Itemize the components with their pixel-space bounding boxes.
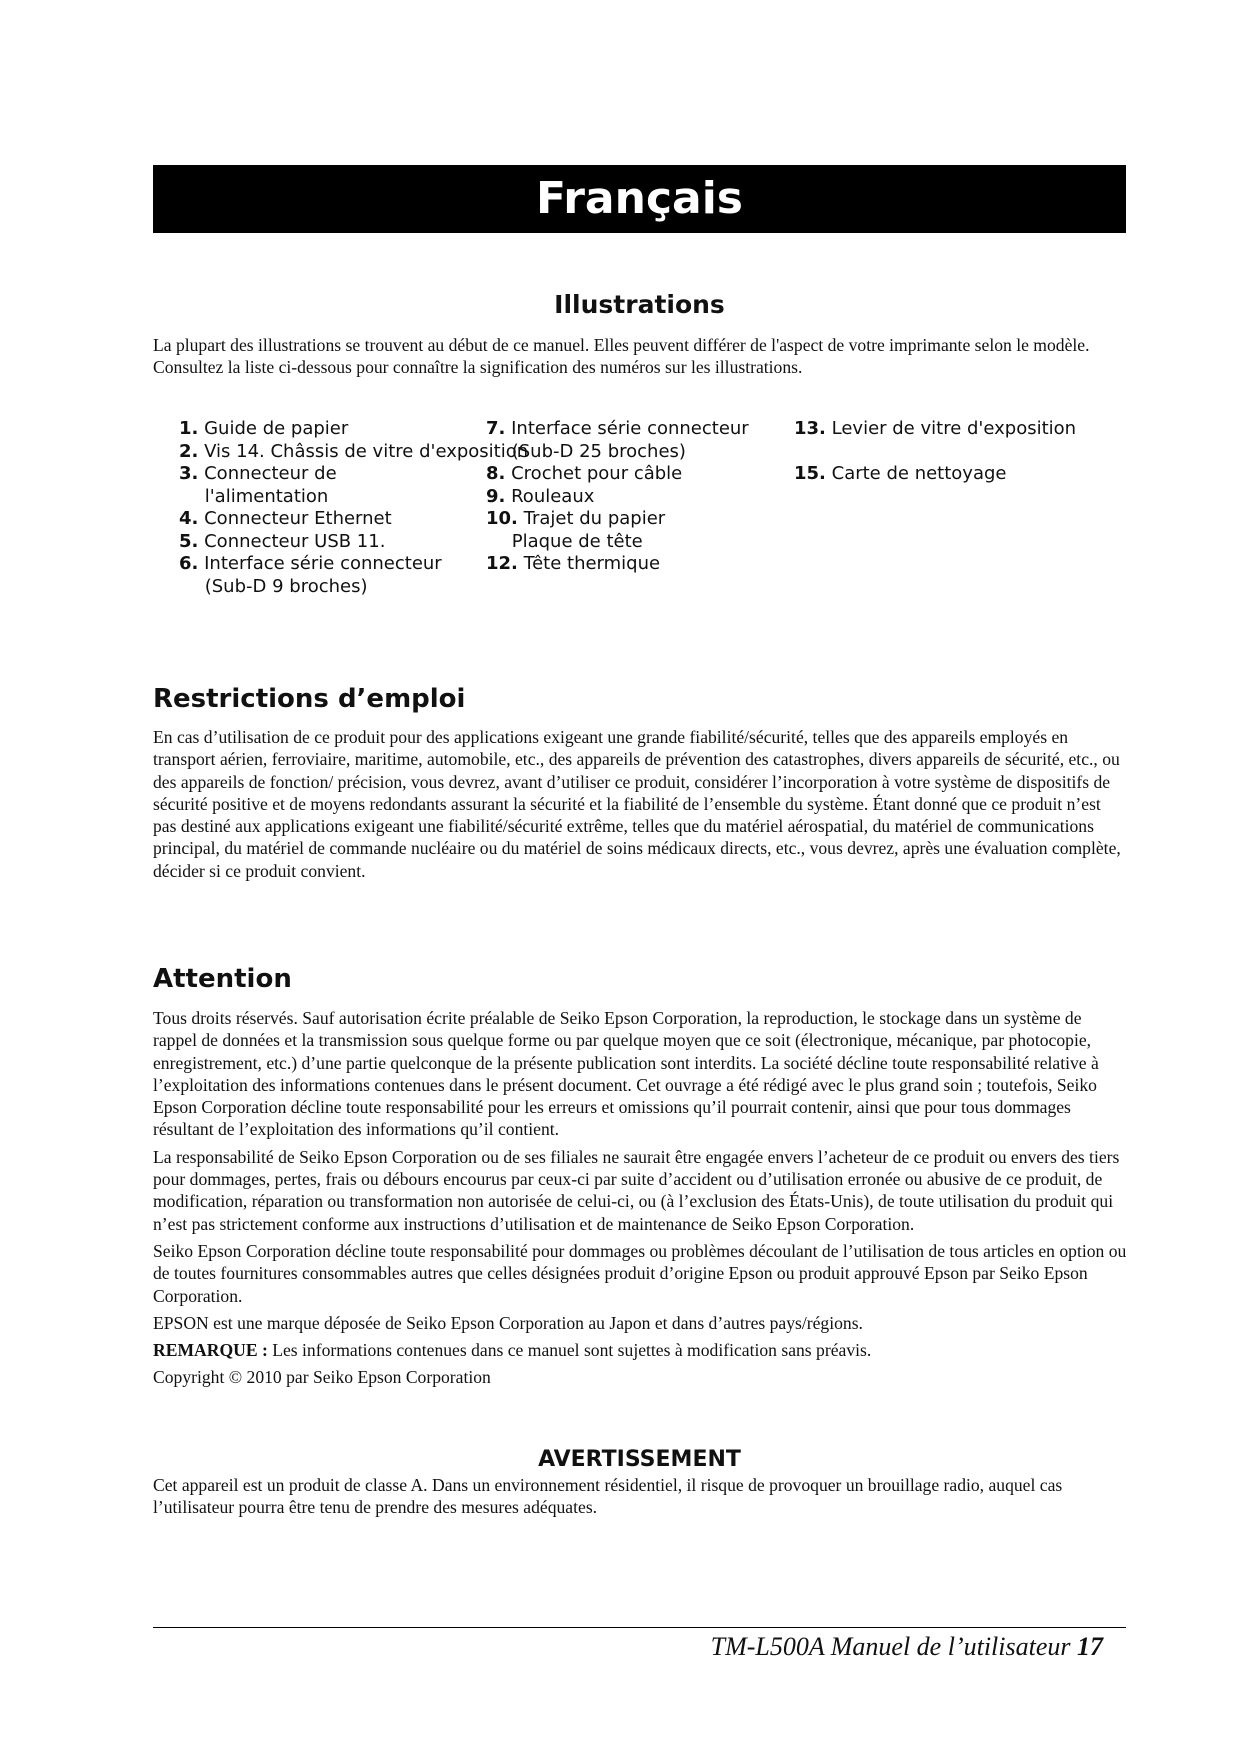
language-title-bar [153, 165, 1126, 233]
legend-item-number: 8. [486, 463, 506, 484]
legend-item [179, 486, 528, 509]
legend-item-label: Tête thermique [523, 553, 661, 574]
legend-item-label: (Sub-D 25 broches) [511, 440, 686, 462]
remark-text: Les informations contenues dans ce manuel sont sujettes à modification sans préavis. [267, 1340, 872, 1361]
footer-title: TM-L500A Manuel de l’utilisateur [710, 1632, 1071, 1661]
legend-item [486, 486, 749, 509]
attention-paragraph: La responsabilité de Seiko Epson Corporation ou de ses filiales ne saurait être engagée envers l’acheteur de ce produit ou envers des tiers pour dommages, pertes, frais ou débours encourus par ceux-ci par suite d’accident ou d’utilisation erronée ou abusive de ce produit, de modification, réparation ou transformation non autorisée de celui-ci, ou (à l’exclusion des États-Unis), de toute utilisation du produit qui n’est pas strictement conforme aux instructions d’utilisation et de maintenance de Seiko Epson Corporation. [153, 1146, 1120, 1234]
legend-item-label: Interface série connecteur [511, 418, 749, 439]
attention-paragraph: Seiko Epson Corporation décline toute responsabilité pour dommages ou problèmes découlant de l’utilisation de tous articles en option ou de toutes fournitures consommables autres que celles désignées produit d’origine Epson ou produit approuvé Epson par Seiko Epson Corporation. [153, 1240, 1127, 1306]
legend-item-label: Trajet du papier [523, 508, 666, 529]
legend-item-number: 7. [486, 418, 506, 439]
footer [711, 1632, 1103, 1662]
footer-rule [153, 1627, 1126, 1628]
legend-item [486, 531, 749, 554]
restrictions-text: En cas d’utilisation de ce produit pour des applications exigeant une grande fiabilité/sécurité, telles que des appareils employés en transport aérien, ferroviaire, maritime, automobile, etc., des appareils de prévention des catastrophes, divers appareils de sécurité, etc., ou des appareils de fonction/ précision, vous devrez, avant d’utiliser ce produit, considérer l’incorporation à votre système de dispositifs de sécurité positive et de moyens redondants assurant la sécurité et la fiabilité de l’ensemble du système. Étant donné que ce produit n’est pas destiné aux applications exigeant une fiabilité/sécurité extrême, telles que du matériel aérospatial, du matériel de communications principal, du matériel de commande nucléaire ou du matériel de soins médicaux directs, etc., vous devrez, après une évaluation complète, décider si ce produit convient. [153, 727, 1121, 881]
legend-column-3 [794, 418, 1076, 486]
attention-paragraph: EPSON est une marque déposée de Seiko Epson Corporation au Japon et dans d’autres pays/régions. [153, 1312, 863, 1333]
attention-heading: Attention [153, 964, 292, 994]
legend-item-label: Vis 14. Châssis de vitre d'exposition [204, 440, 529, 462]
remark-label: REMARQUE : [153, 1340, 268, 1361]
legend-item-number: 4. [179, 508, 199, 529]
legend-item [486, 463, 749, 486]
legend-item-label: Rouleaux [511, 485, 595, 507]
legend-item [179, 441, 528, 464]
remark [153, 1339, 1128, 1361]
legend-item-label: l'alimentation [204, 485, 329, 507]
legend-column-1 [179, 418, 528, 598]
illustrations-intro: La plupart des illustrations se trouvent au début de ce manuel. Elles peuvent différer de l'aspect de votre imprimante selon le modèle. Consultez la liste ci-dessous pour connaître la signification des numéros sur les illustrations. [153, 335, 1090, 378]
attention-paragraph: Tous droits réservés. Sauf autorisation écrite préalable de Seiko Epson Corporation, la reproduction, le stockage dans un système de rappel de données et la transmission sous quelque forme ou par quelque moyen que ce soit (électronique, mécanique, par photocopie, enregistrement, etc.) d’une partie quelconque de la présente publication sont interdits. La société décline toute responsabilité relative à l’exploitation des informations contenues dans le présent document. Cet ouvrage a été rédigé avec le plus grand soin ; toutefois, Seiko Epson Corporation décline toute responsabilité pour les erreurs et omissions qu’il pourrait contenir, ainsi que pour tous dommages résultant de l’exploitation des informations qu’il contient. [153, 1008, 1099, 1140]
legend-item-label: Connecteur USB 11. [204, 530, 386, 552]
copyright: Copyright © 2010 par Seiko Epson Corporation [153, 1367, 491, 1388]
language-title: Français [535, 173, 743, 224]
legend-item-label: Levier de vitre d'exposition [831, 418, 1077, 439]
legend-item-number: 9. [486, 485, 506, 507]
legend-item-number: 5. [179, 530, 199, 552]
legend-item-number: 12. [486, 553, 518, 574]
legend-item [179, 508, 528, 531]
legend-item [179, 531, 528, 554]
attention-body [153, 1007, 1128, 1394]
legend-item-number: 10. [486, 508, 518, 529]
legend-item-label: (Sub-D 9 broches) [204, 575, 368, 597]
legend-item [179, 463, 528, 486]
legend-item [179, 418, 528, 441]
legend-item [486, 508, 749, 531]
page-number: 17 [1077, 1632, 1103, 1661]
restrictions-heading: Restrictions d’emploi [153, 684, 466, 714]
legend-item [179, 576, 528, 599]
legend-item [486, 441, 749, 464]
legend-item [179, 553, 528, 576]
legend-item-number: 1. [179, 418, 199, 439]
legend-item-number: 13. [794, 418, 826, 439]
legend-item [486, 418, 749, 441]
legend-item-number: 3. [179, 463, 199, 484]
illustrations-heading: Illustrations [554, 290, 725, 319]
legend-item-number: 2. [179, 440, 199, 462]
legend-item-label: Guide de papier [204, 418, 349, 439]
legend-item-label: Crochet pour câble [511, 463, 683, 484]
legend-column-2 [486, 418, 749, 576]
legend-item-label: Carte de nettoyage [831, 463, 1007, 484]
legend-item-label: Connecteur Ethernet [204, 508, 392, 529]
legend-item-label: Plaque de tête [511, 530, 643, 552]
legend-item-number: 6. [179, 553, 199, 574]
legend-item [486, 553, 749, 576]
legend-item [794, 463, 1076, 486]
warning-text: Cet appareil est un produit de classe A. Dans un environnement résidentiel, il risque de provoquer un brouillage radio, auquel cas l’utilisateur pourra être tenu de prendre des mesures adéquates. [153, 1475, 1063, 1518]
legend-item [794, 418, 1076, 441]
legend-item-number: 15. [794, 463, 826, 484]
warning-heading: AVERTISSEMENT [538, 1447, 741, 1472]
legend-item-label: Interface série connecteur [204, 553, 442, 574]
legend-item-label: Connecteur de [204, 463, 337, 484]
